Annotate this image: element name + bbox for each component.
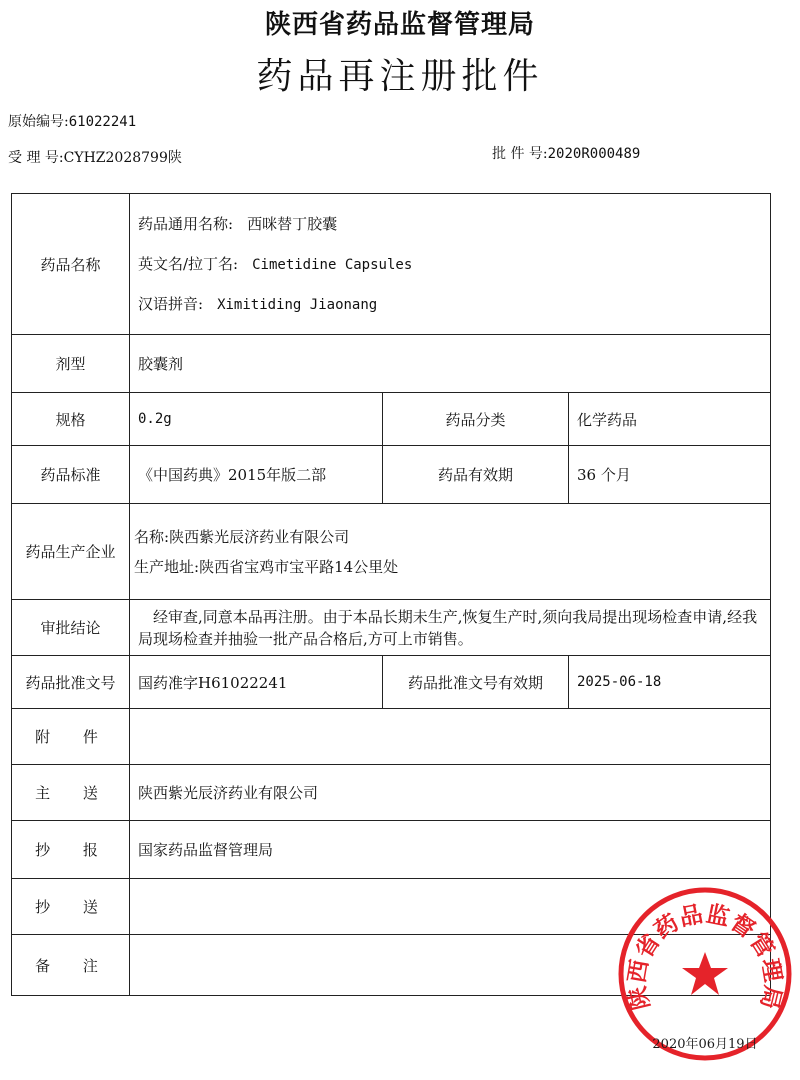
attachment-value (130, 709, 771, 765)
pinyin-label: 汉语拼音: (138, 295, 204, 313)
pinyin-value: Ximitiding Jiaonang (217, 297, 378, 313)
remarks-label: 备 注 (12, 935, 130, 996)
cc-report-label: 抄 报 (12, 821, 130, 879)
generic-name-value: 西咪替丁胶囊 (247, 215, 338, 233)
manufacturer-name-line (134, 522, 762, 552)
category-value: 化学药品 (569, 393, 771, 446)
cc-report-row (12, 821, 771, 879)
send-to-value: 陕西紫光辰济药业有限公司 (130, 765, 771, 821)
approval-doc-row (12, 656, 771, 709)
dosage-form-label: 剂型 (12, 335, 130, 393)
cc-send-label: 抄 送 (12, 879, 130, 935)
approval-number (492, 143, 640, 163)
validity-value: 36 个月 (569, 446, 771, 504)
manufacturer-cell (130, 504, 771, 600)
validity-label: 药品有效期 (383, 446, 569, 504)
english-name-value: Cimetidine Capsules (252, 257, 413, 273)
pinyin-line (138, 284, 762, 324)
conclusion-label: 审批结论 (12, 600, 130, 656)
approval-doc-validity-label: 药品批准文号有效期 (383, 656, 569, 709)
spec-label: 规格 (12, 393, 130, 446)
acceptance-number-label: 受 理 号: (8, 150, 64, 166)
manufacturer-label: 药品生产企业 (12, 504, 130, 600)
dosage-form-value: 胶囊剂 (130, 335, 771, 393)
spec-value: 0.2g (130, 393, 383, 446)
manufacturer-name-label: 名称: (134, 527, 170, 546)
drug-name-row (12, 194, 771, 335)
conclusion-row (12, 600, 771, 656)
original-number (8, 111, 136, 131)
standard-value: 《中国药典》2015年版二部 (130, 446, 383, 504)
generic-name-line (138, 204, 762, 244)
approval-form-table (11, 193, 771, 996)
original-number-value: 61022241 (68, 114, 137, 130)
attachment-label: 附 件 (12, 709, 130, 765)
category-label: 药品分类 (383, 393, 569, 446)
standard-row (12, 446, 771, 504)
spec-row (12, 393, 771, 446)
approval-doc-value: 国药准字H61022241 (130, 656, 383, 709)
send-to-label: 主 送 (12, 765, 130, 821)
seal-text-path: 陕西省药品监督管理局 (624, 901, 786, 1013)
attachment-row (12, 709, 771, 765)
approval-doc-validity-value: 2025-06-18 (569, 656, 771, 709)
seal-date: 2020年06月19日 (652, 1037, 758, 1052)
conclusion-value: 经审查,同意本品再注册。由于本品长期未生产,恢复生产时,须向我局提出现场检查申请,经我局现场检查并抽验一批产品合格后,方可上市销售。 (130, 600, 771, 656)
approval-number-label: 批 件 号: (492, 146, 548, 162)
acceptance-number-value: CYHZ2028799陕 (63, 150, 182, 166)
manufacturer-name-value: 陕西紫光辰济药业有限公司 (169, 527, 350, 546)
english-name-label: 英文名/拉丁名: (138, 255, 239, 273)
manufacturer-address-label: 生产地址: (134, 557, 200, 576)
agency-name: 陕西省药品监督管理局 (264, 10, 535, 40)
manufacturer-address-line (134, 552, 762, 582)
manufacturer-address-value: 陕西省宝鸡市宝平路14公里处 (199, 557, 399, 576)
cc-report-value: 国家药品监督管理局 (130, 821, 771, 879)
standard-label: 药品标准 (12, 446, 130, 504)
approval-doc-label: 药品批准文号 (12, 656, 130, 709)
dosage-form-row (12, 335, 771, 393)
approval-number-value: 2020R000489 (547, 146, 641, 162)
drug-name-cell (130, 194, 771, 335)
acceptance-number (8, 147, 182, 167)
english-name-line (138, 244, 762, 284)
original-number-label: 原始编号: (8, 114, 69, 130)
drug-name-label: 药品名称 (12, 194, 130, 335)
generic-name-label: 药品通用名称: (138, 215, 234, 233)
manufacturer-row (12, 504, 771, 600)
document-title: 药品再注册批件 (256, 56, 544, 97)
seal-star-icon (682, 952, 728, 995)
send-to-row (12, 765, 771, 821)
